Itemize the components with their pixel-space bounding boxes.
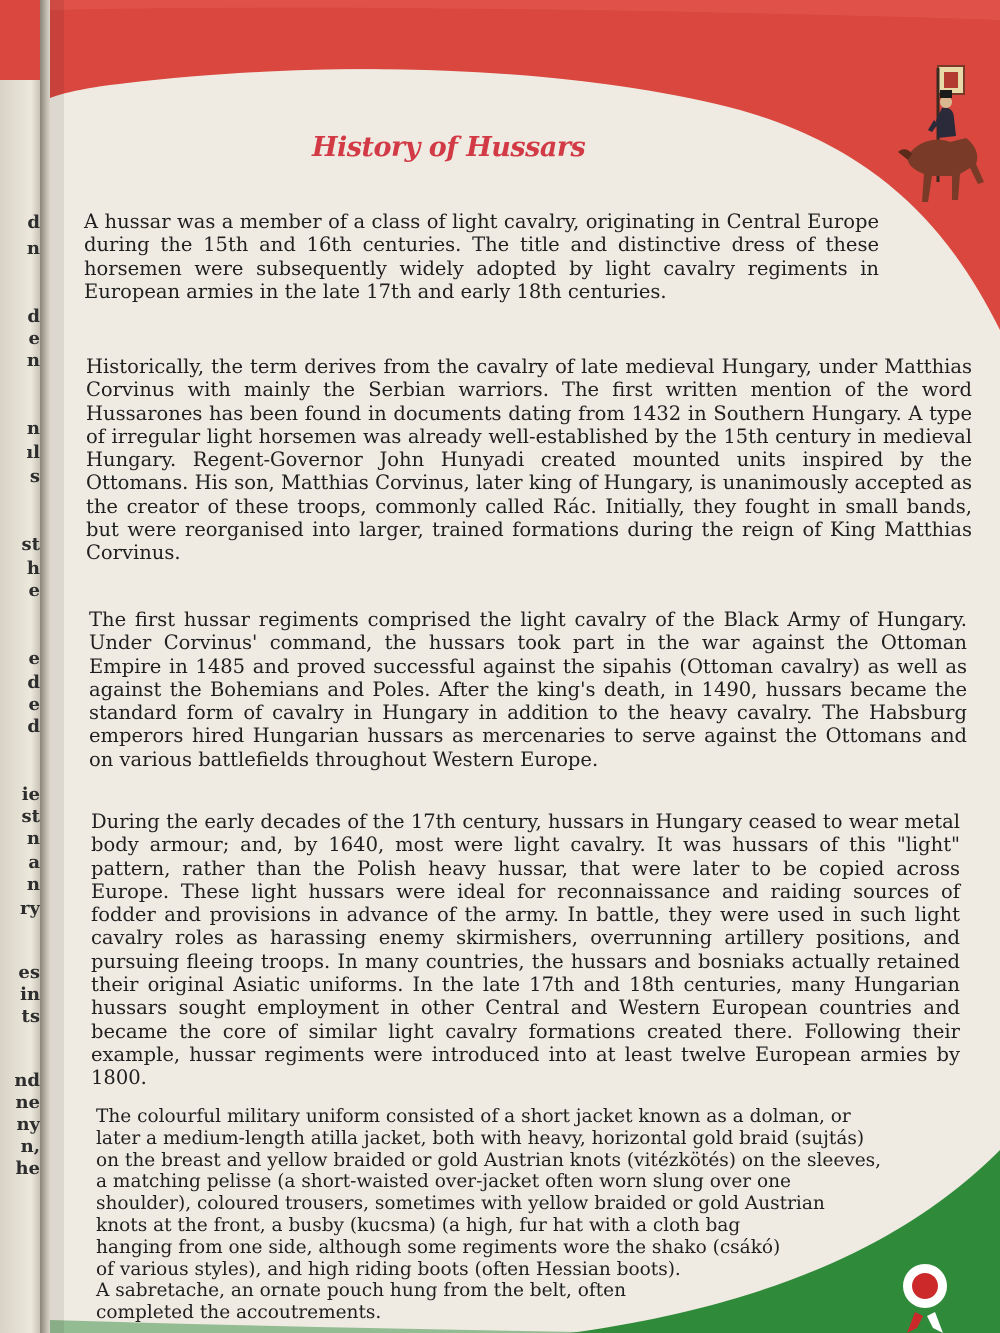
- left-page-fragment: nd: [14, 1070, 40, 1091]
- left-page-fragment: h: [26, 558, 40, 579]
- left-page-fragment: in: [20, 984, 40, 1005]
- left-page-fragment: e: [28, 694, 40, 715]
- left-page-fragment: s: [29, 466, 40, 487]
- left-page-fragment: ts: [21, 1006, 40, 1027]
- left-page-fragment: ny: [16, 1114, 40, 1135]
- left-page-fragment: st: [21, 534, 40, 555]
- paragraph-first-regiments: The first hussar regiments comprised the light cavalry of the Black Army of Hungary. Under Corvinus' command, the hussars took part in the war against the Ottoman Empire in 1485 and proved successful against the sipahis (Ottoman cavalry) as well as against the Bohemians and Poles. After the king's death, in 1490, hussars became the standard form of cavalry in Hungary in addition to the heavy cavalry. The Habsburg emperors hired Hungarian hussars as mercenaries to serve against the Ottomans and on various battlefields throughout Western Europe.: [89, 608, 967, 771]
- uniform-line: hanging from one side, although some regiments wore the shako (csákó): [96, 1236, 781, 1258]
- left-page: [0, 0, 44, 1333]
- left-page-fragment: ie: [21, 784, 40, 805]
- left-page-fragment: d: [27, 672, 40, 693]
- left-page-fragment: n: [26, 418, 40, 439]
- left-page-red-band: [0, 0, 44, 80]
- uniform-line: on the breast and yellow braided or gold Austrian knots (vitézkötés) on the sleeves,: [96, 1149, 882, 1171]
- left-page-fragment: d: [27, 212, 40, 233]
- paragraph-17th-century: During the early decades of the 17th century, hussars in Hungary ceased to wear metal body armour; and, by 1640, most were light cavalry. It was hussars of this "light" pattern, rather than the Polish heavy hussar, that were later to be copied across Europe. These light hussars were ideal for reconnaissance and raiding sources of fodder and provisions in advance of the army. In battle, they were used in such light cavalry roles as harassing enemy skirmishers, overrunning artillery positions, and pursuing fleeing troops. In many countries, the hussars and bosniaks actually retained their original Asiatic uniforms. In the late 17th and 18th centuries, many Hungarian hussars sought employment in other Central and Western European countries and became the core of similar light cavalry formations created there. Following their example, hussar regiments were introduced into at least twelve European armies by 1800.: [91, 810, 960, 1090]
- left-page-fragment: a: [28, 852, 40, 873]
- left-page-fragment: es: [18, 962, 40, 983]
- left-page-fragment: n: [26, 874, 40, 895]
- uniform-line: A sabretache, an ornate pouch hung from the belt, often: [96, 1280, 626, 1302]
- left-page-fragment: n,: [20, 1136, 40, 1157]
- uniform-line: later a medium-length atilla jacket, both with heavy, horizontal gold braid (sujtás): [96, 1127, 865, 1149]
- uniform-line: of various styles), and high riding boots (often Hessian boots).: [96, 1258, 681, 1280]
- left-page-fragment: d: [27, 306, 40, 327]
- uniform-line: knots at the front, a busby (kucsma) (a high, fur hat with a cloth bag: [96, 1214, 741, 1236]
- uniform-line: a matching pelisse (a short-waisted over-jacket often worn slung over one: [96, 1171, 792, 1193]
- page-title: History of Hussars: [312, 132, 586, 163]
- left-page-fragment: n: [26, 238, 40, 259]
- paragraph-history: Historically, the term derives from the cavalry of late medieval Hungary, under Matthias Corvinus with mainly the Serbian warriors. The first written mention of the word Hussarones has been found in documents dating from 1432 in Southern Hungary. A type of irregular light horsemen was already well-established by the 15th century in medieval Hungary. Regent-Governor John Hunyadi created mounted units inspired by the Ottomans. His son, Matthias Corvinus, later king of Hungary, is unanimously accepted as the creator of these troops, commonly called Rác. Initially, they fought in small bands, but were reorganised into larger, trained formations during the reign of King Matthias Corvinus.: [86, 355, 972, 565]
- brochure-page: [50, 0, 1000, 1333]
- left-page-fragment: ıl: [26, 442, 40, 463]
- uniform-line: shoulder), coloured trousers, sometimes with yellow braided or gold Austrian: [96, 1193, 825, 1215]
- paragraph-intro: A hussar was a member of a class of light cavalry, originating in Central Europe during the 15th and 16th centuries. The title and distinctive dress of these horsemen were subsequently widely adopted by light cavalry regiments in European armies in the late 17th and early 18th centuries.: [84, 210, 879, 303]
- paragraph-uniform: [96, 1106, 936, 1324]
- left-page-fragment: e: [28, 580, 40, 601]
- uniform-line: completed the accoutrements.: [96, 1302, 382, 1324]
- left-page-fragment: e: [28, 328, 40, 349]
- left-page-fragment: ry: [20, 898, 40, 919]
- left-page-fragment: n: [26, 350, 40, 371]
- hussar-rider-icon: [888, 64, 998, 234]
- left-page-fragment: he: [15, 1158, 40, 1179]
- left-page-fragment: n: [26, 828, 40, 849]
- left-page-fragment: e: [28, 648, 40, 669]
- left-page-fragment: ne: [15, 1092, 40, 1113]
- uniform-line: The colourful military uniform consisted of a short jacket known as a dolman, or: [96, 1106, 851, 1127]
- left-page-fragment: d: [27, 716, 40, 737]
- left-page-fragment: st: [21, 806, 40, 827]
